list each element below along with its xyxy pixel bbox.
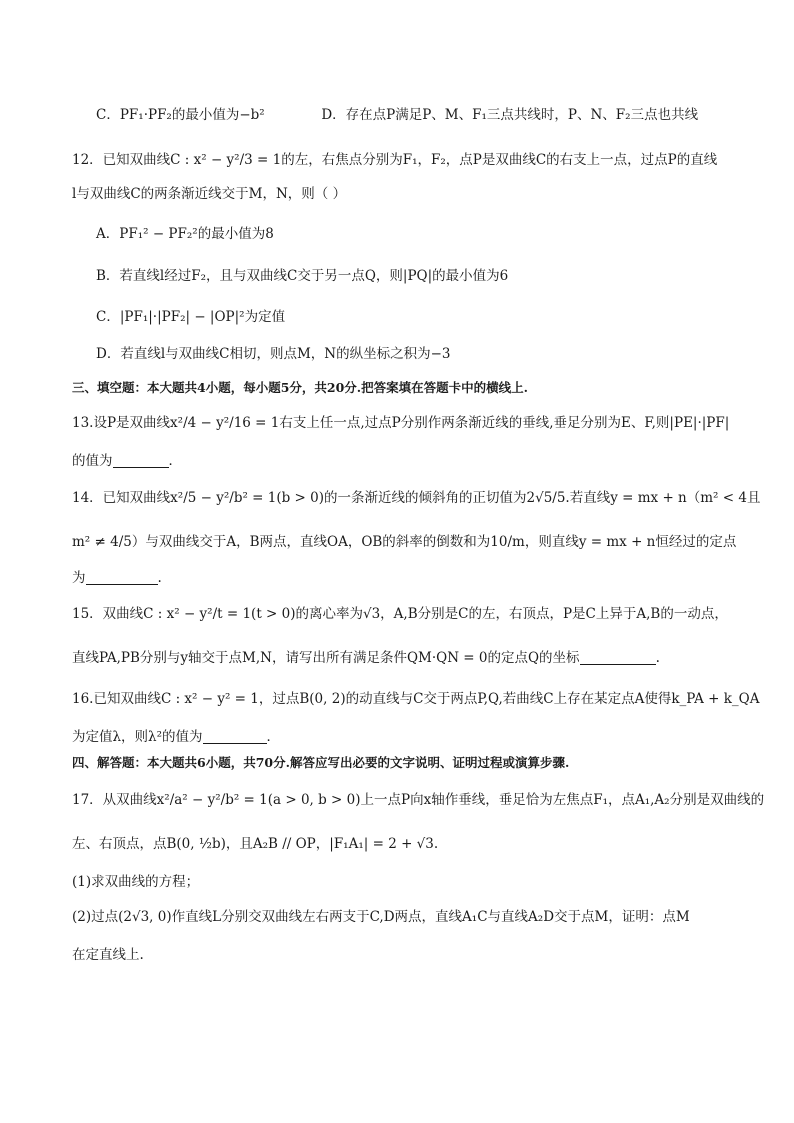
q17-part2-line2: 在定直线上. bbox=[72, 947, 144, 963]
q16-stem-line2: 为定值λ，则λ²的值为 ． bbox=[72, 729, 281, 745]
q14-answer-blank[interactable] bbox=[86, 570, 158, 585]
q17-part2-line1: (2)过点(2√3, 0)作直线L分别交双曲线左右两支于C,D两点，直线A₁C与直线A₂D交于点M，证明：点M bbox=[72, 909, 690, 925]
q12-stem-line1: 12．已知双曲线C : x² − y²/3 = 1的左，右焦点分别为F₁，F₂，点P是双曲线C的右支上一点，过点P的直线 bbox=[72, 152, 718, 168]
q11-option-c: C．PF₁·PF₂的最小值为−b² bbox=[96, 107, 265, 123]
q17-stem-line1: 17．从双曲线x²/a² − y²/b² = 1(a > 0, b > 0)上一点P向x轴作垂线，垂足恰为左焦点F₁，点A₁,A₂分别是双曲线的 bbox=[72, 792, 765, 808]
q15-answer-blank[interactable] bbox=[580, 650, 656, 665]
section-3-heading: 三、填空题：本大题共4小题，每小题5分，共20分.把答案填在答题卡中的横线上. bbox=[72, 380, 528, 395]
q13-label: 的值为 bbox=[72, 453, 113, 469]
q14-stem-line3: 为 . bbox=[72, 570, 162, 586]
q16-stem-line1: 16.已知双曲线C : x² − y² = 1，过点B(0, 2)的动直线与C交于两点P,Q,若曲线C上存在某定点A使得k_PA + k_QA bbox=[72, 691, 760, 707]
q12-option-d: D．若直线l与双曲线C相切，则点M，N的纵坐标之积为−3 bbox=[96, 346, 451, 362]
q12-option-a: A．PF₁² − PF₂²的最小值为8 bbox=[96, 226, 274, 242]
q15-stem-line2: 直线PA,PB分别与y轴交于点M,N，请写出所有满足条件QM·QN = 0的定点Q的坐标 . bbox=[72, 650, 660, 666]
q15-label: 直线PA,PB分别与y轴交于点M,N，请写出所有满足条件QM·QN = 0的定点Q的坐标 bbox=[72, 650, 580, 666]
section-4-heading: 四、解答题：本大题共6小题，共70分.解答应写出必要的文字说明、证明过程或演算步骤. bbox=[72, 755, 570, 770]
q12-option-b: B．若直线l经过F₂，且与双曲线C交于另一点Q，则|PQ|的最小值为6 bbox=[96, 268, 509, 284]
q13-answer-blank[interactable] bbox=[113, 453, 169, 468]
q13-stem-line2: 的值为 ． bbox=[72, 453, 182, 469]
q12-stem-line2: l与双曲线C的两条渐近线交于M，N，则（ ） bbox=[72, 186, 347, 202]
q14-stem-line1: 14．已知双曲线x²/5 − y²/b² = 1(b > 0)的一条渐近线的倾斜角的正切值为2√5/5.若直线y = mx + n（m² < 4且 bbox=[72, 490, 761, 506]
q17-stem-line2: 左、右顶点，点B(0, ½b)，且A₂B // OP，|F₁A₁| = 2 + √3. bbox=[72, 836, 439, 852]
q17-part1: (1)求双曲线的方程； bbox=[72, 874, 200, 890]
q15-stem-line1: 15．双曲线C : x² − y²/t = 1(t > 0)的离心率为√3，A,B分别是C的左，右顶点，P是C上异于A,B的一动点， bbox=[72, 606, 728, 622]
q16-label: 为定值λ，则λ²的值为 bbox=[72, 729, 203, 745]
q13-stem-line1: 13.设P是双曲线x²/4 − y²/16 = 1右支上任一点,过点P分别作两条渐近线的垂线,垂足分别为E、F,则|PE|·|PF| bbox=[72, 415, 730, 431]
q14-stem-line2: m² ≠ 4/5）与双曲线交于A，B两点，直线OA，OB的斜率的倒数和为10/m，则直线y = mx + n恒经过的定点 bbox=[72, 534, 737, 550]
q16-answer-blank[interactable] bbox=[203, 729, 267, 744]
q11-options-cd bbox=[96, 105, 756, 125]
q11-option-d: D．存在点P满足P、M、F₁三点共线时，P、N、F₂三点也共线 bbox=[321, 107, 699, 123]
q14-label: 为 bbox=[72, 570, 86, 586]
q12-option-c: C．|PF₁|·|PF₂| − |OP|²为定值 bbox=[96, 309, 286, 325]
